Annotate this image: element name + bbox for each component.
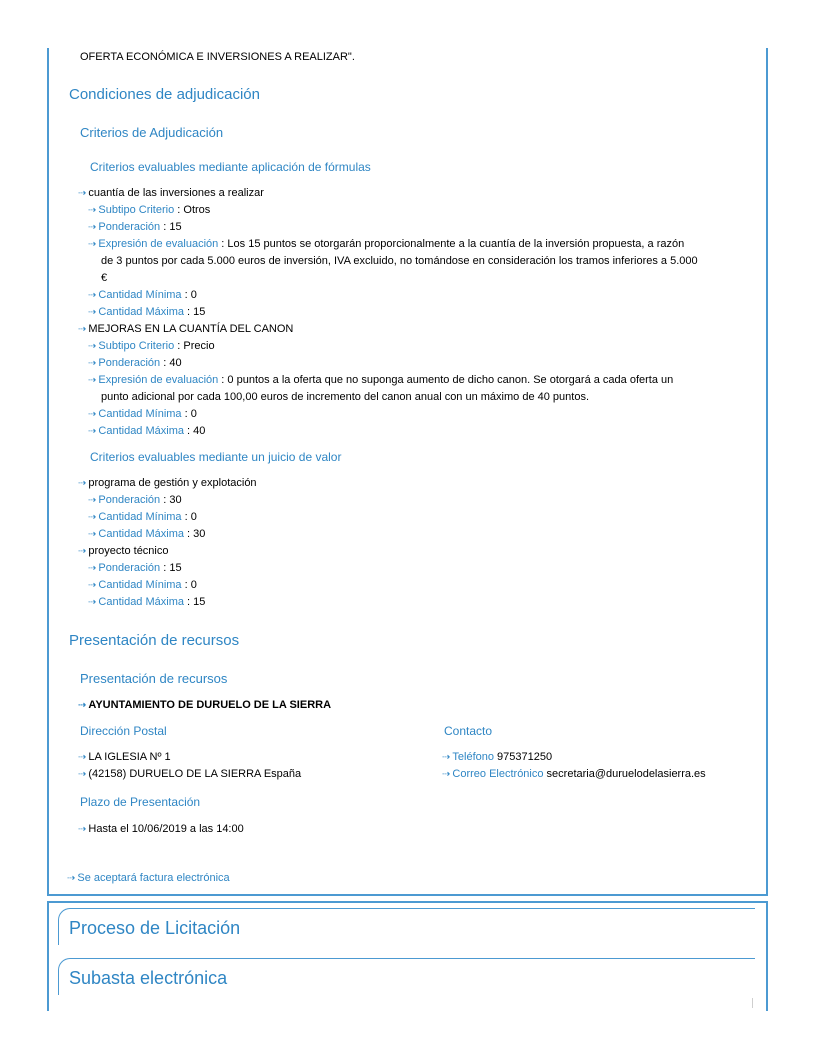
expresion-label: Expresión de evaluación: [98, 238, 219, 250]
ponderacion-value: : 15: [160, 562, 182, 574]
arrow-icon: ⇢: [88, 597, 97, 608]
criterio-item: [78, 544, 169, 559]
juicio-title: Criterios evaluables mediante un juicio de valor: [90, 450, 342, 464]
plazo-title: Plazo de Presentación: [80, 795, 201, 809]
expresion-line3: €: [101, 272, 108, 284]
factura-row: [67, 871, 230, 886]
arrow-icon: ⇢: [88, 358, 97, 369]
maxima-value: : 30: [183, 528, 206, 540]
expresion-row: [88, 237, 684, 252]
arrow-icon: ⇢: [88, 529, 97, 540]
arrow-icon: ⇢: [88, 563, 97, 574]
organismo-name: AYUNTAMIENTO DE DURUELO DE LA SIERRA: [88, 699, 332, 711]
ponderacion-value: : 40: [160, 357, 182, 369]
proceso-title: Proceso de Licitación: [69, 918, 241, 938]
factura-text: Se aceptará factura electrónica: [77, 872, 230, 884]
plazo-value: Hasta el 10/06/2019 a las 14:00: [88, 823, 244, 835]
criterio-item: [78, 476, 257, 491]
telefono-row: [442, 750, 552, 765]
ponderacion-label: Ponderación: [98, 494, 161, 506]
arrow-icon: ⇢: [88, 290, 97, 301]
arrow-icon: ⇢: [88, 239, 97, 250]
telefono-label: Teléfono: [452, 751, 494, 763]
box2-top-border: [47, 901, 768, 903]
subtipo-row: [88, 203, 210, 218]
subasta-title: Subasta electrónica: [69, 968, 228, 988]
direccion-line: [78, 767, 301, 782]
plazo-row: [78, 822, 244, 837]
expresion-line2: de 3 puntos por cada 5.000 euros de inversión, IVA excluido, no tomándose en consideración los tramos inferiores a 5.000: [101, 255, 698, 267]
minima-value: : 0: [181, 511, 197, 523]
recursos-title: Presentación de recursos: [69, 632, 240, 649]
expresion-label: Expresión de evaluación: [98, 374, 219, 386]
minima-value: : 0: [181, 408, 197, 420]
arrow-icon: ⇢: [78, 546, 87, 557]
arrow-icon: ⇢: [88, 580, 97, 591]
arrow-icon: ⇢: [442, 752, 451, 763]
ponderacion-label: Ponderación: [98, 221, 161, 233]
ponderacion-row: [88, 356, 182, 371]
arrow-icon: ⇢: [88, 222, 97, 233]
criterio-item: [78, 322, 293, 337]
arrow-icon: ⇢: [78, 824, 87, 835]
subtipo-value: : Precio: [174, 340, 215, 352]
criterio-name: cuantía de las inversiones a realizar: [88, 187, 264, 199]
recursos-subtitle: Presentación de recursos: [80, 671, 228, 686]
box-right-border: [766, 48, 768, 896]
maxima-label: Cantidad Máxima: [98, 596, 184, 608]
maxima-value: : 15: [183, 306, 206, 318]
formulas-title: Criterios evaluables mediante aplicación de fórmulas: [90, 160, 371, 174]
subasta-right-tick: [752, 998, 753, 1008]
box-bottom-border: [47, 894, 768, 896]
ponderacion-row: [88, 493, 182, 508]
contacto-title: Contacto: [444, 724, 493, 738]
arrow-icon: ⇢: [88, 341, 97, 352]
minima-row: [88, 510, 197, 525]
correo-label: Correo Electrónico: [452, 768, 544, 780]
arrow-icon: ⇢: [78, 752, 87, 763]
maxima-row: [88, 305, 205, 320]
arrow-icon: ⇢: [67, 873, 76, 884]
arrow-icon: ⇢: [78, 478, 87, 489]
subtipo-label: Subtipo Criterio: [98, 340, 175, 352]
criterio-name: proyecto técnico: [88, 545, 169, 557]
direccion-title: Dirección Postal: [80, 724, 167, 738]
minima-row: [88, 578, 197, 593]
arrow-icon: ⇢: [88, 205, 97, 216]
maxima-row: [88, 527, 205, 542]
organismo: [78, 698, 331, 713]
arrow-icon: ⇢: [88, 307, 97, 318]
criterio-name: programa de gestión y explotación: [88, 477, 257, 489]
arrow-icon: ⇢: [78, 188, 87, 199]
correo-value[interactable]: secretaria@duruelodelasierra.es: [543, 768, 706, 780]
arrow-icon: ⇢: [88, 495, 97, 506]
correo-row: [442, 767, 706, 782]
maxima-row: [88, 424, 205, 439]
subtipo-row: [88, 339, 215, 354]
minima-value: : 0: [181, 289, 197, 301]
expresion-text: : Los 15 puntos se otorgarán proporcionalmente a la cuantía de la inversión propuesta, a razón: [218, 238, 685, 250]
ponderacion-value: : 15: [160, 221, 182, 233]
minima-label: Cantidad Mínima: [98, 408, 182, 420]
subtipo-value: : Otros: [174, 204, 211, 216]
minima-label: Cantidad Mínima: [98, 289, 182, 301]
maxima-value: : 15: [183, 596, 206, 608]
minima-row: [88, 407, 197, 422]
minima-value: : 0: [181, 579, 197, 591]
ponderacion-row: [88, 561, 182, 576]
maxima-value: : 40: [183, 425, 206, 437]
criterios-title: Criterios de Adjudicación: [80, 125, 224, 140]
criterio-name: MEJORAS EN LA CUANTÍA DEL CANON: [88, 323, 294, 335]
ponderacion-row: [88, 220, 182, 235]
ponderacion-label: Ponderación: [98, 357, 161, 369]
arrow-icon: ⇢: [78, 769, 87, 780]
maxima-row: [88, 595, 205, 610]
box2-right-border: [766, 901, 768, 1011]
ponderacion-value: : 30: [160, 494, 182, 506]
expresion-line2: punto adicional por cada 100,00 euros de incremento del canon anual con un máximo de 40 puntos.: [101, 391, 590, 403]
minima-label: Cantidad Mínima: [98, 511, 182, 523]
direccion-line2: (42158) DURUELO DE LA SIERRA España: [88, 768, 302, 780]
direccion-line: [78, 750, 171, 765]
expresion-text: : 0 puntos a la oferta que no suponga aumento de dicho canon. Se otorgará a cada oferta un: [218, 374, 674, 386]
subtipo-label: Subtipo Criterio: [98, 204, 175, 216]
arrow-icon: ⇢: [442, 769, 451, 780]
minima-row: [88, 288, 197, 303]
top-line: OFERTA ECONÓMICA E INVERSIONES A REALIZAR".: [80, 51, 355, 63]
box-left-border: [47, 48, 49, 896]
telefono-value: 975371250: [493, 751, 553, 763]
arrow-icon: ⇢: [78, 324, 87, 335]
ponderacion-label: Ponderación: [98, 562, 161, 574]
box2-left-border: [47, 901, 49, 1011]
maxima-label: Cantidad Máxima: [98, 528, 184, 540]
condiciones-title: Condiciones de adjudicación: [69, 86, 260, 103]
criterio-item: [78, 186, 264, 201]
minima-label: Cantidad Mínima: [98, 579, 182, 591]
arrow-icon: ⇢: [88, 426, 97, 437]
expresion-row: [88, 373, 673, 388]
direccion-line1: LA IGLESIA Nº 1: [88, 751, 171, 763]
arrow-icon: ⇢: [88, 375, 97, 386]
maxima-label: Cantidad Máxima: [98, 306, 184, 318]
maxima-label: Cantidad Máxima: [98, 425, 184, 437]
arrow-icon: ⇢: [78, 700, 87, 711]
arrow-icon: ⇢: [88, 512, 97, 523]
arrow-icon: ⇢: [88, 409, 97, 420]
